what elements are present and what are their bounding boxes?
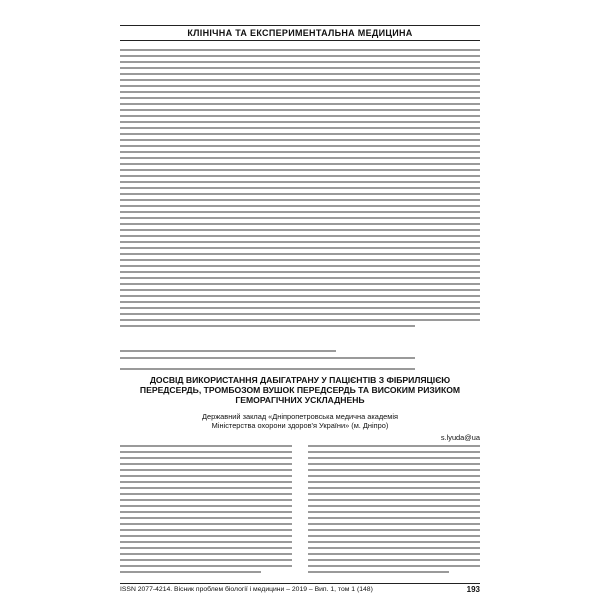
author-email: s.lyuda@ua <box>440 433 480 442</box>
affiliation-line-2: Міністерства охорони здоров'я України» (м. Дніпро) <box>211 421 389 430</box>
page-number: 193 <box>466 585 480 594</box>
abstract-text-block <box>120 49 480 331</box>
authors-line <box>120 368 480 374</box>
footer-journal-line: ISSN 2077-4214. Вісник проблем біології і медицини – 2019 – Вип. 1, том 1 (148) <box>120 586 373 593</box>
article-metadata-lines <box>120 350 480 364</box>
header-rule-bottom <box>120 40 480 41</box>
article-body-left-column <box>120 445 292 577</box>
running-header: КЛІНІЧНА ТА ЕКСПЕРИМЕНТАЛЬНА МЕДИЦИНА <box>187 28 413 38</box>
article-body-right-column <box>308 445 480 577</box>
header-rule-top <box>120 25 480 26</box>
article-title: ДОСВІД ВИКОРИСТАННЯ ДАБІГАТРАНУ У ПАЦІЄНТІВ З ФІБРИЛЯЦІЄЮ ПЕРЕДСЕРДЬ, ТРОМБОЗОМ ВУШОК ПЕРЕДСЕРДЬ ТА ВИСОКИМ РИЗИКОМ ГЕМОРАГІЧНИХ УСКЛАДНЕНЬ <box>139 375 461 405</box>
footer-rule <box>120 583 480 584</box>
affiliation <box>120 412 480 430</box>
affiliation-line-1: Державний заклад «Дніпропетровська медична академія <box>201 412 398 421</box>
